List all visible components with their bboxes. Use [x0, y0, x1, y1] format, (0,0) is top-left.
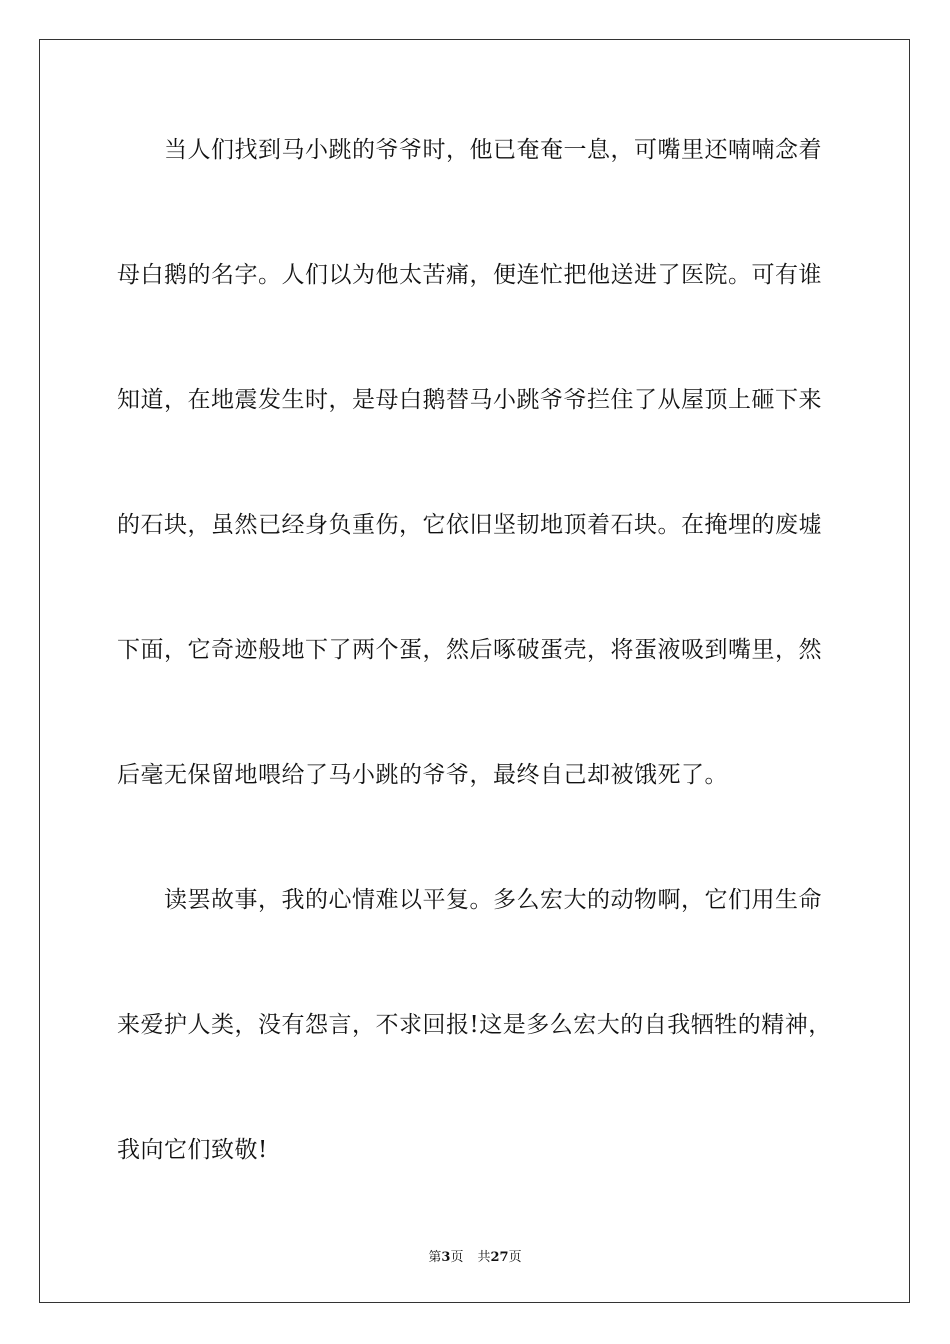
paragraph-line: 当人们找到马小跳的爷爷时，他已奄奄一息，可嘴里还喃喃念着 [164, 137, 822, 163]
page-suffix: 页 [450, 1250, 464, 1265]
paragraph-line: 后毫无保留地喂给了马小跳的爷爷，最终自己却被饿死了。 [117, 762, 728, 788]
paragraph-line: 母白鹅的名字。人们以为他太苦痛，便连忙把他送进了医院。可有谁 [117, 262, 822, 288]
page-prefix: 第 [428, 1250, 442, 1265]
paragraph-line: 我向它们致敬! [117, 1137, 268, 1163]
paragraph-line: 下面，它奇迹般地下了两个蛋，然后啄破蛋壳，将蛋液吸到嘴里，然 [117, 637, 822, 663]
page-number: 3 [441, 1250, 451, 1265]
paragraph-line: 来爱护人类，没有怨言，不求回报!这是多么宏大的自我牺牲的精神， [117, 1012, 832, 1038]
paragraph-line: 读罢故事，我的心情难以平复。多么宏大的动物啊，它们用生命 [164, 887, 822, 913]
page-footer [0, 1246, 950, 1265]
total-prefix: 共 [477, 1250, 491, 1265]
paragraph-line: 的石块，虽然已经身负重伤，它依旧坚韧地顶着石块。在掩埋的废墟 [117, 512, 822, 538]
total-pages: 27 [490, 1250, 509, 1265]
paragraph-line: 知道，在地震发生时，是母白鹅替马小跳爷爷拦住了从屋顶上砸下来 [117, 387, 822, 413]
page-border [39, 39, 910, 1303]
total-suffix: 页 [508, 1250, 522, 1265]
